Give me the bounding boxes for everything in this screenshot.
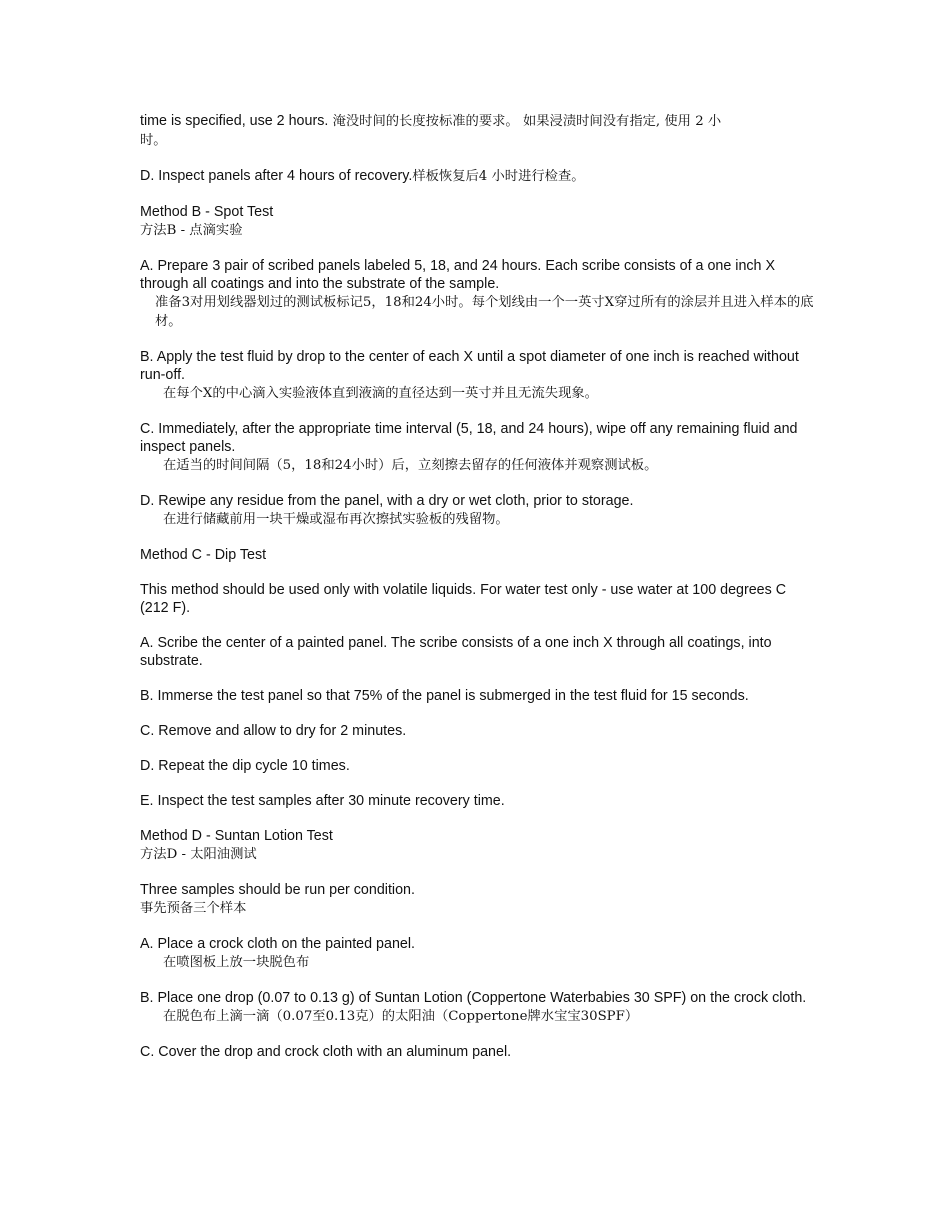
method-b-step-a-en: A. Prepare 3 pair of scribed panels labeled 5, 18, and 24 hours. Each scribe consists of a one inch X through all coatings and into the substrate of the sample. [140,258,776,292]
method-d-intro-zh: 事先预备三个样本 [140,901,247,916]
method-d-title-zh: 方法D - 太阳油测试 [140,847,257,862]
intro-line-2: 时。 [140,133,167,148]
method-a-step-d-en: D. Inspect panels after 4 hours of recovery. [140,168,413,184]
method-a-step-d-zh: 样板恢复后4 小时进行检查。 [412,169,585,184]
method-b-step-c-zh: 在适当的时间间隔（5，18和24小时）后，立刻擦去留存的任何液体并观察测试板。 [163,458,658,473]
method-d-step-b-zh: 在脱色布上滴一滴（0.07至0.13克）的太阳油（Coppertone牌水宝宝30SPF） [163,1009,639,1024]
method-c-step-a-en: A. Scribe the center of a painted panel. The scribe consists of a one inch X through all coatings, into substrate. [140,635,772,669]
method-b-step-d-zh: 在进行储藏前用一块干燥或湿布再次擦拭实验板的残留物。 [163,512,509,527]
method-d-step-a [140,935,816,972]
method-d-intro [140,881,816,918]
method-c-step-b-en: B. Immerse the test panel so that 75% of the panel is submerged in the test fluid for 15 seconds. [140,688,749,704]
method-b-step-b [140,348,816,403]
method-d-step-a-en: A. Place a crock cloth on the painted panel. [140,936,415,952]
method-b-step-d [140,492,816,529]
method-c-step-d [140,757,816,775]
method-d-step-c-en: C. Cover the drop and crock cloth with an aluminum panel. [140,1044,512,1060]
method-b-title-en: Method B - Spot Test [140,204,274,220]
method-c-step-e-en: E. Inspect the test samples after 30 minute recovery time. [140,793,505,809]
method-c-intro-en: This method should be used only with volatile liquids. For water test only - use water at 100 degrees C (212 F). [140,582,787,616]
method-b-step-d-en: D. Rewipe any residue from the panel, with a dry or wet cloth, prior to storage. [140,493,634,509]
method-d-step-a-zh: 在喷图板上放一块脱色布 [163,955,310,970]
document-page [140,112,816,1078]
intro-line-1 [140,112,816,131]
method-b-heading [140,203,816,240]
method-c-step-e [140,792,816,810]
method-d-title-en: Method D - Suntan Lotion Test [140,828,333,844]
intro-text-zh: 淹没时间的长度按标准的要求。 如果浸渍时间没有指定, 使用 2 小 [328,114,722,129]
method-b-step-c-en: C. Immediately, after the appropriate time interval (5, 18, and 24 hours), wipe off any remaining fluid and inspect panels. [140,421,798,455]
method-c-step-c-en: C. Remove and allow to dry for 2 minutes. [140,723,407,739]
method-d-step-c [140,1043,816,1061]
method-b-step-a [140,257,816,331]
intro-text-en: time is specified, use 2 hours. [140,113,329,129]
method-c-step-b [140,687,816,705]
method-a-step-d [140,167,816,186]
method-c-step-c [140,722,816,740]
method-b-step-c [140,420,816,475]
method-b-step-b-zh: 在每个X的中心滴入实验液体直到液滴的直径达到一英寸并且无流失现象。 [163,386,598,401]
method-c-heading [140,546,816,564]
method-b-step-a-zh: 准备3对用划线器划过的测试板标记5，18和24小时。每个划线由一个一英寸X穿过所有的涂层并且进入样本的底材。 [155,295,814,329]
method-d-step-b [140,989,816,1026]
method-c-step-a [140,634,816,670]
method-a-step-d-line [140,167,816,186]
method-c-step-d-en: D. Repeat the dip cycle 10 times. [140,758,350,774]
method-c-intro [140,581,816,617]
intro-paragraph [140,112,816,150]
method-d-step-b-en: B. Place one drop (0.07 to 0.13 g) of Suntan Lotion (Coppertone Waterbabies 30 SPF) on the crock cloth. [140,990,807,1006]
method-b-title-zh: 方法B - 点滴实验 [140,223,243,238]
method-c-title-en: Method C - Dip Test [140,547,267,563]
method-b-step-b-en: B. Apply the test fluid by drop to the center of each X until a spot diameter of one inch is reached without run-off. [140,349,799,383]
method-d-intro-en: Three samples should be run per condition. [140,882,415,898]
method-d-heading [140,827,816,864]
